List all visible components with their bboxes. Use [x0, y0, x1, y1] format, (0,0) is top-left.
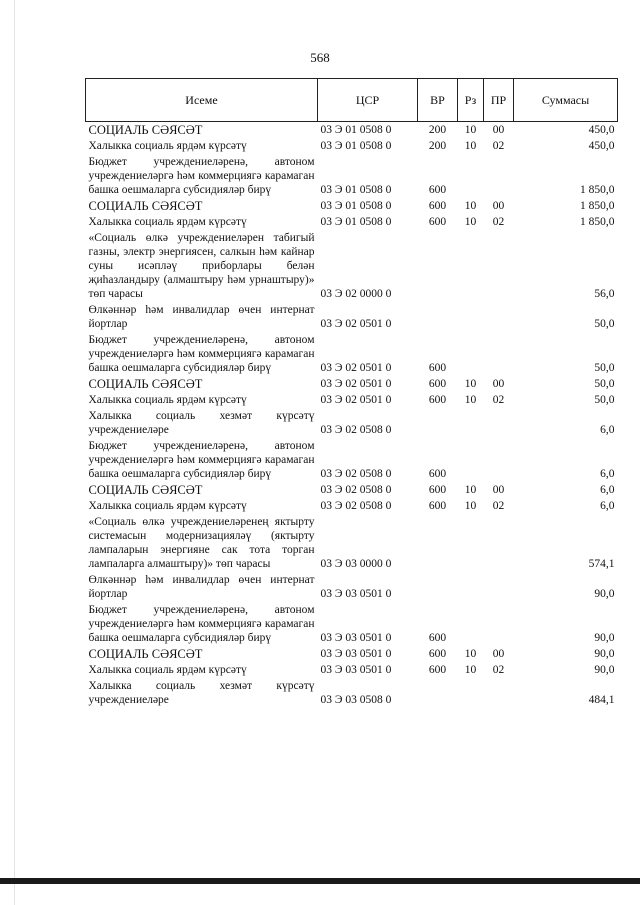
cell-vr: 200: [428, 124, 447, 136]
cell-pr: [484, 514, 514, 572]
cell-csr: 03 Э 03 0501 0: [320, 588, 392, 600]
cell-pr: 02: [492, 500, 505, 512]
table-row: [86, 332, 618, 376]
cell-csr: 03 Э 02 0508 0: [320, 468, 392, 480]
cell-vr: 600: [428, 484, 447, 496]
cell-name: «Социаль өлкә учреждениеләренең яктырту системасын модернизацияләү (яктырту лампаларын энергияне сак тота торган лампаларга алмаштыру)» төп чарасы: [88, 516, 315, 570]
cell-pr: 00: [492, 484, 505, 496]
cell-rz: [458, 154, 484, 198]
table-row: [86, 514, 618, 572]
cell-sum: 6,0: [600, 500, 615, 512]
cell-name: Халыкка социаль ярдәм күрсәтү: [88, 394, 247, 406]
header-vr: ВР: [418, 79, 458, 122]
cell-rz: [458, 602, 484, 646]
cell-rz: [458, 514, 484, 572]
cell-csr: 03 Э 02 0501 0: [320, 394, 392, 406]
cell-pr: [484, 230, 514, 302]
cell-name: Бюджет учреждениеләренә, автоном учреждениеләргә һәм коммерциягә карамаган башка оешмаларга субсидияләр бирү: [88, 440, 315, 480]
cell-name: Өлкәннәр һәм инвалидлар өчен интернат йортлар: [88, 304, 315, 330]
cell-sum: 50,0: [594, 362, 615, 374]
cell-vr: 600: [428, 394, 447, 406]
cell-rz: [458, 332, 484, 376]
table-row: [86, 662, 618, 678]
table-row: [86, 438, 618, 482]
cell-name: Бюджет учреждениеләренә, автоном учреждениеләргә һәм коммерциягә карамаган башка оешмаларга субсидияләр бирү: [88, 604, 315, 644]
cell-csr: 03 Э 01 0508 0: [320, 200, 392, 212]
cell-name: Бюджет учреждениеләренә, автоном учреждениеләргә һәм коммерциягә карамаган башка оешмаларга субсидияләр бирү: [88, 334, 315, 374]
cell-csr: 03 Э 03 0000 0: [320, 558, 392, 570]
cell-name: СОЦИАЛЬ СӘЯСӘТ: [88, 199, 203, 213]
cell-vr: 600: [428, 200, 447, 212]
cell-pr: 00: [492, 124, 505, 136]
cell-vr: [418, 302, 458, 332]
table-row: [86, 376, 618, 392]
cell-pr: [484, 572, 514, 602]
table-row: [86, 214, 618, 230]
table-row: [86, 392, 618, 408]
cell-pr: 00: [492, 200, 505, 212]
cell-rz: 10: [464, 484, 477, 496]
cell-vr: 600: [428, 216, 447, 228]
table-row: [86, 572, 618, 602]
cell-name: СОЦИАЛЬ СӘЯСӘТ: [88, 377, 203, 391]
cell-sum: 450,0: [588, 124, 615, 136]
page-number: 568: [310, 50, 330, 65]
cell-pr: 00: [492, 378, 505, 390]
cell-pr: [484, 408, 514, 438]
cell-sum: 6,0: [600, 484, 615, 496]
cell-pr: 02: [492, 664, 505, 676]
budget-table: [85, 78, 618, 708]
cell-name: СОЦИАЛЬ СӘЯСӘТ: [88, 483, 203, 497]
cell-sum: 6,0: [600, 424, 615, 436]
cell-csr: 03 Э 03 0508 0: [320, 694, 392, 706]
cell-sum: 56,0: [594, 288, 615, 300]
cell-rz: 10: [464, 378, 477, 390]
cell-vr: [418, 678, 458, 708]
cell-sum: 90,0: [594, 632, 615, 644]
cell-rz: 10: [464, 124, 477, 136]
cell-pr: [484, 302, 514, 332]
table-row: [86, 482, 618, 498]
scan-edge-line: [14, 0, 15, 905]
cell-sum: 90,0: [594, 664, 615, 676]
cell-vr: [418, 572, 458, 602]
cell-name: Халыкка социаль хезмәт күрсәтү учреждениеләре: [88, 680, 315, 706]
table-row: [86, 498, 618, 514]
cell-csr: 03 Э 02 0508 0: [320, 500, 392, 512]
table-row: [86, 122, 618, 139]
table-row: [86, 198, 618, 214]
cell-vr: 600: [428, 184, 447, 196]
cell-csr: 03 Э 01 0508 0: [320, 216, 392, 228]
cell-pr: 02: [492, 394, 505, 406]
cell-sum: 50,0: [594, 394, 615, 406]
cell-sum: 1 850,0: [580, 216, 615, 228]
cell-csr: 03 Э 02 0501 0: [320, 378, 392, 390]
cell-sum: 1 850,0: [580, 184, 615, 196]
cell-sum: 90,0: [594, 588, 615, 600]
cell-pr: [484, 678, 514, 708]
cell-pr: [484, 438, 514, 482]
cell-pr: [484, 154, 514, 198]
cell-vr: 600: [428, 378, 447, 390]
cell-rz: [458, 438, 484, 482]
cell-rz: 10: [464, 140, 477, 152]
cell-csr: 03 Э 03 0501 0: [320, 648, 392, 660]
cell-sum: 50,0: [594, 318, 615, 330]
cell-sum: 574,1: [588, 558, 615, 570]
cell-vr: 600: [428, 648, 447, 660]
cell-name: Халыкка социаль ярдәм күрсәтү: [88, 664, 247, 676]
cell-rz: 10: [464, 500, 477, 512]
cell-rz: [458, 302, 484, 332]
cell-name: Халыкка социаль хезмәт күрсәтү учреждениеләре: [88, 410, 315, 436]
cell-sum: 450,0: [588, 140, 615, 152]
cell-csr: 03 Э 01 0508 0: [320, 184, 392, 196]
cell-vr: 600: [428, 632, 447, 644]
cell-csr: 03 Э 02 0000 0: [320, 288, 392, 300]
cell-vr: 600: [428, 500, 447, 512]
header-name: Исеме: [86, 79, 318, 122]
cell-rz: 10: [464, 394, 477, 406]
cell-sum: 50,0: [594, 378, 615, 390]
cell-name: СОЦИАЛЬ СӘЯСӘТ: [88, 123, 203, 137]
cell-vr: 600: [428, 362, 447, 374]
cell-rz: [458, 678, 484, 708]
table-header: [86, 79, 618, 122]
cell-csr: 03 Э 02 0508 0: [320, 424, 392, 436]
cell-pr: 00: [492, 648, 505, 660]
cell-csr: 03 Э 02 0501 0: [320, 362, 392, 374]
cell-name: Бюджет учреждениеләренә, автоном учреждениеләргә һәм коммерциягә карамаган башка оешмаларга субсидияләр бирү: [88, 156, 315, 196]
cell-vr: 600: [428, 664, 447, 676]
cell-pr: [484, 602, 514, 646]
cell-sum: 1 850,0: [580, 200, 615, 212]
table-row: [86, 138, 618, 154]
table-body: [86, 122, 618, 709]
cell-rz: 10: [464, 648, 477, 660]
cell-name: СОЦИАЛЬ СӘЯСӘТ: [88, 647, 203, 661]
cell-name: Халыкка социаль ярдәм күрсәтү: [88, 140, 247, 152]
cell-rz: [458, 230, 484, 302]
cell-pr: 02: [492, 140, 505, 152]
cell-vr: 200: [428, 140, 447, 152]
table-row: [86, 154, 618, 198]
cell-vr: [418, 514, 458, 572]
table-row: [86, 646, 618, 662]
cell-vr: [418, 230, 458, 302]
cell-csr: 03 Э 01 0508 0: [320, 124, 392, 136]
bottom-scan-border: [0, 878, 640, 884]
cell-name: Халыкка социаль ярдәм күрсәтү: [88, 216, 247, 228]
table-row: [86, 678, 618, 708]
cell-vr: 600: [428, 468, 447, 480]
cell-sum: 6,0: [600, 468, 615, 480]
cell-csr: 03 Э 02 0501 0: [320, 318, 392, 330]
cell-name: Өлкәннәр һәм инвалидлар өчен интернат йортлар: [88, 574, 315, 600]
cell-csr: 03 Э 03 0501 0: [320, 632, 392, 644]
table-row: [86, 602, 618, 646]
cell-rz: [458, 408, 484, 438]
cell-pr: 02: [492, 216, 505, 228]
header-pr: ПР: [484, 79, 514, 122]
cell-csr: 03 Э 03 0501 0: [320, 664, 392, 676]
table-row: [86, 230, 618, 302]
cell-rz: 10: [464, 200, 477, 212]
cell-name: «Социаль өлкә учреждениеләрен табигый газны, электр энергиясен, салкын һәм кайнар суны исәпләү приборлары белән җиһазландыру (алмаштыру һәм урнаштыру)» төп чарасы: [88, 232, 315, 300]
cell-csr: 03 Э 02 0508 0: [320, 484, 392, 496]
table-row: [86, 408, 618, 438]
cell-csr: 03 Э 01 0508 0: [320, 140, 392, 152]
cell-rz: 10: [464, 664, 477, 676]
cell-pr: [484, 332, 514, 376]
table-row: [86, 302, 618, 332]
header-sum: Суммасы: [514, 79, 618, 122]
header-csr: ЦСР: [318, 79, 418, 122]
cell-rz: 10: [464, 216, 477, 228]
cell-sum: 484,1: [588, 694, 615, 706]
cell-name: Халыкка социаль ярдәм күрсәтү: [88, 500, 247, 512]
header-rz: Рз: [458, 79, 484, 122]
cell-vr: [418, 408, 458, 438]
cell-sum: 90,0: [594, 648, 615, 660]
cell-rz: [458, 572, 484, 602]
